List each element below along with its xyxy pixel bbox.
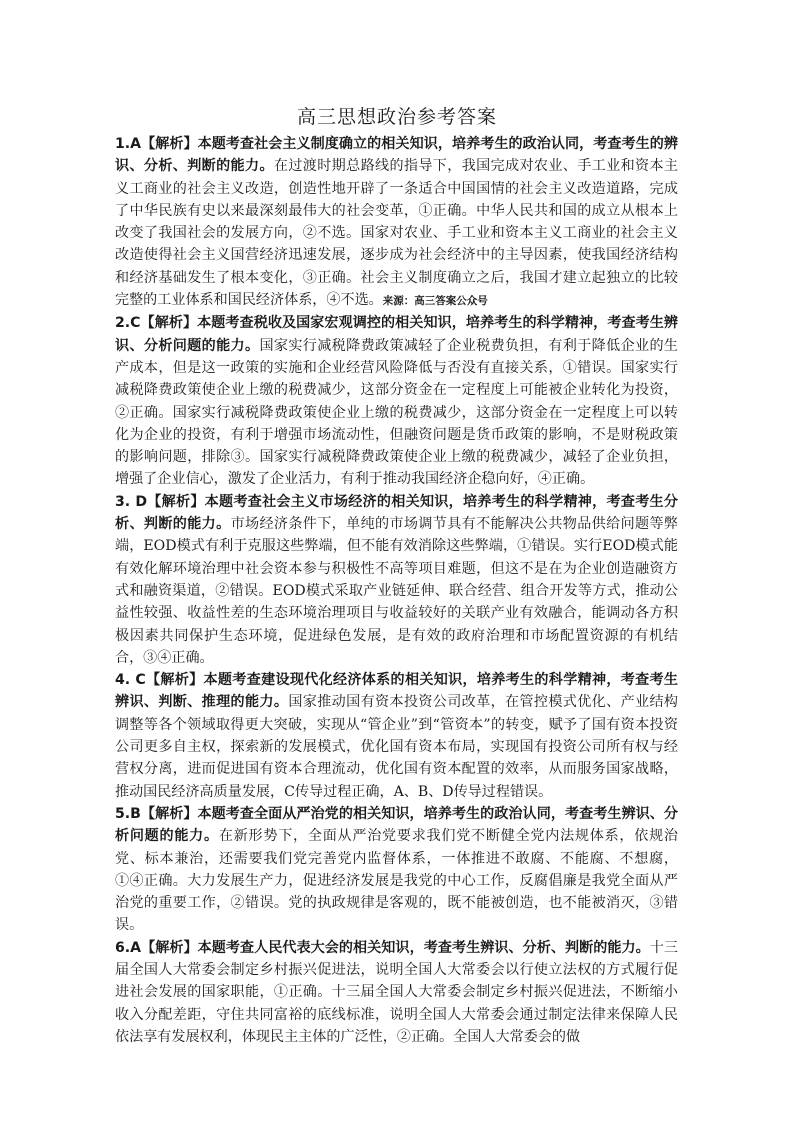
answer-item-4 [115,669,678,803]
answer-item-3 [115,491,678,669]
answer-1-body: 在过渡时期总路线的指导下，我国完成对农业、手工业和资本主义工商业的社会主义改造，创造性地开辟了一条适合中国国情的社会主义改造道路，完成了中华民族有史以来最深刻最伟大的社会变革，①正确。中华人民共和国的成立从根本上改变了我国社会的发展方向，②不选。国家对农业、手工业和资本主义工商业的社会主义改造使得社会主义国营经济迅速发展，逐步成为社会经济中的主导因素，使我国经济结构和经济基础发生了根本变化，③正确。社会主义制度确立之后，我国才建立起独立的比较完整的工业体系和国民经济体系，④不选。 [115,158,679,309]
answer-list [115,133,678,1048]
answer-4-body: 国家推动国有资本投资公司改革，在管控模式优化、产业结构调整等各个领域取得更大突破，实现从“管企业”到“管资本”的转变，赋予了国有资本投资公司更多自主权，探索新的发展模式，优化国有资本布局，实现国有投资公司所有权与经营权分离，进而促进国有资本合理流动，优化国有资本配置的效率，从而服务国家战略，推动国民经济高质量发展，C传导过程正确，A、B、D传导过程错误。 [115,694,679,800]
answer-4-lead: 4. C【解析】本题考查建设现代化经济体系的相关知识，培养考生的科学精神，考查考生辨识、判断、推理的能力。 [115,672,678,711]
answer-item-1 [115,133,678,312]
answer-item-2 [115,312,678,490]
answer-2-body: 国家实行减税降费政策减轻了企业税费负担，有利于降低企业的生产成本，但是这一政策的实施和企业经营风险降低与否没有直接关系，①错误。国家实行减税降费政策使企业上缴的税费减少，这部分资金在一定程度上可能被企业转化为投资，②正确。国家实行减税降费政策使企业上缴的税费减少，这部分资金在一定程度上可以转化为企业的投资，有利于增强市场流动性，但融资问题是货币政策的影响，不是财税政策的影响问题，排除③。国家实行减税降费政策使企业上缴的税费减少，减轻了企业负担，增强了企业信心，激发了企业活力，有利于推动我国经济企稳向好，④正确。 [115,337,679,488]
answer-6-body: 十三届全国人大常委会制定乡村振兴促进法，说明全国人大常委会以行使立法权的方式履行促进社会发展的国家职能，①正确。十三届全国人大常委会制定乡村振兴促进法，不断缩小收入分配差距，守住共同富裕的底线标准，说明全国人大常委会通过制定法律来保障人民依法享有发展权利，体现民主主体的广泛性，②正确。全国人大常委会的做 [115,939,678,1045]
answer-3-body: 市场经济条件下，单纯的市场调节具有不能解决公共物品供给问题等弊端，EOD模式有利于克服这些弊端，但不能有效消除这些弊端，①错误。实行EOD模式能有效化解环境治理中社会资本参与积极性不高等项目难题，但这不是在为企业创造融资方式和融资渠道，②错误。EOD模式采取产业链延伸、联合经营、组合开发等方式，推动公益性较强、收益性差的生态环境治理项目与收益较好的关联产业有效融合，能调动各方积极因素共同保护生态环境，促进绿色发展，是有效的政府治理和市场配置资源的有机结合，③④正确。 [115,516,678,666]
source-note: 来源：高三答案公众号 [382,295,488,308]
answer-5-lead: 5.B【解析】本题考查全面从严治党的相关知识，培养考生的政治认同，考查考生辨识、分析问题的能力。 [115,805,678,845]
page-title: 高三思想政治参考答案 [296,106,497,128]
answer-6-lead: 6.A【解析】本题考查人民代表大会的相关知识，考查考生辨识、分析、判断的能力。 [115,939,650,956]
answer-2-lead: 2.C【解析】本题考查税收及国家宏观调控的相关知识，培养考生的科学精神，考查考生辨识、分析问题的能力。 [115,315,678,354]
answer-item-6 [115,937,678,1048]
answer-5-body: 在新形势下，全面从严治党要求我们党不断健全党内法规体系，依规治党、标本兼治，还需要我们党完善党内监督体系，一体推进不敢腐、不能腐、不想腐，①④正确。大力发展生产力，促进经济发展是我党的中心工作，反腐倡廉是我党全面从严治党的重要工作，②错误。党的执政规律是客观的，既不能被创造，也不能被消灭，③错误。 [115,828,679,934]
answer-3-lead: 3. D【解析】本题考查社会主义市场经济的相关知识，培养考生的科学精神，考查考生分析、判断的能力。 [115,493,678,533]
answer-1-lead: 1.A【解析】本题考查社会主义制度确立的相关知识，培养考生的政治认同，考查考生的辨识、分析、判断的能力。 [115,136,678,175]
answer-item-5 [115,803,678,937]
